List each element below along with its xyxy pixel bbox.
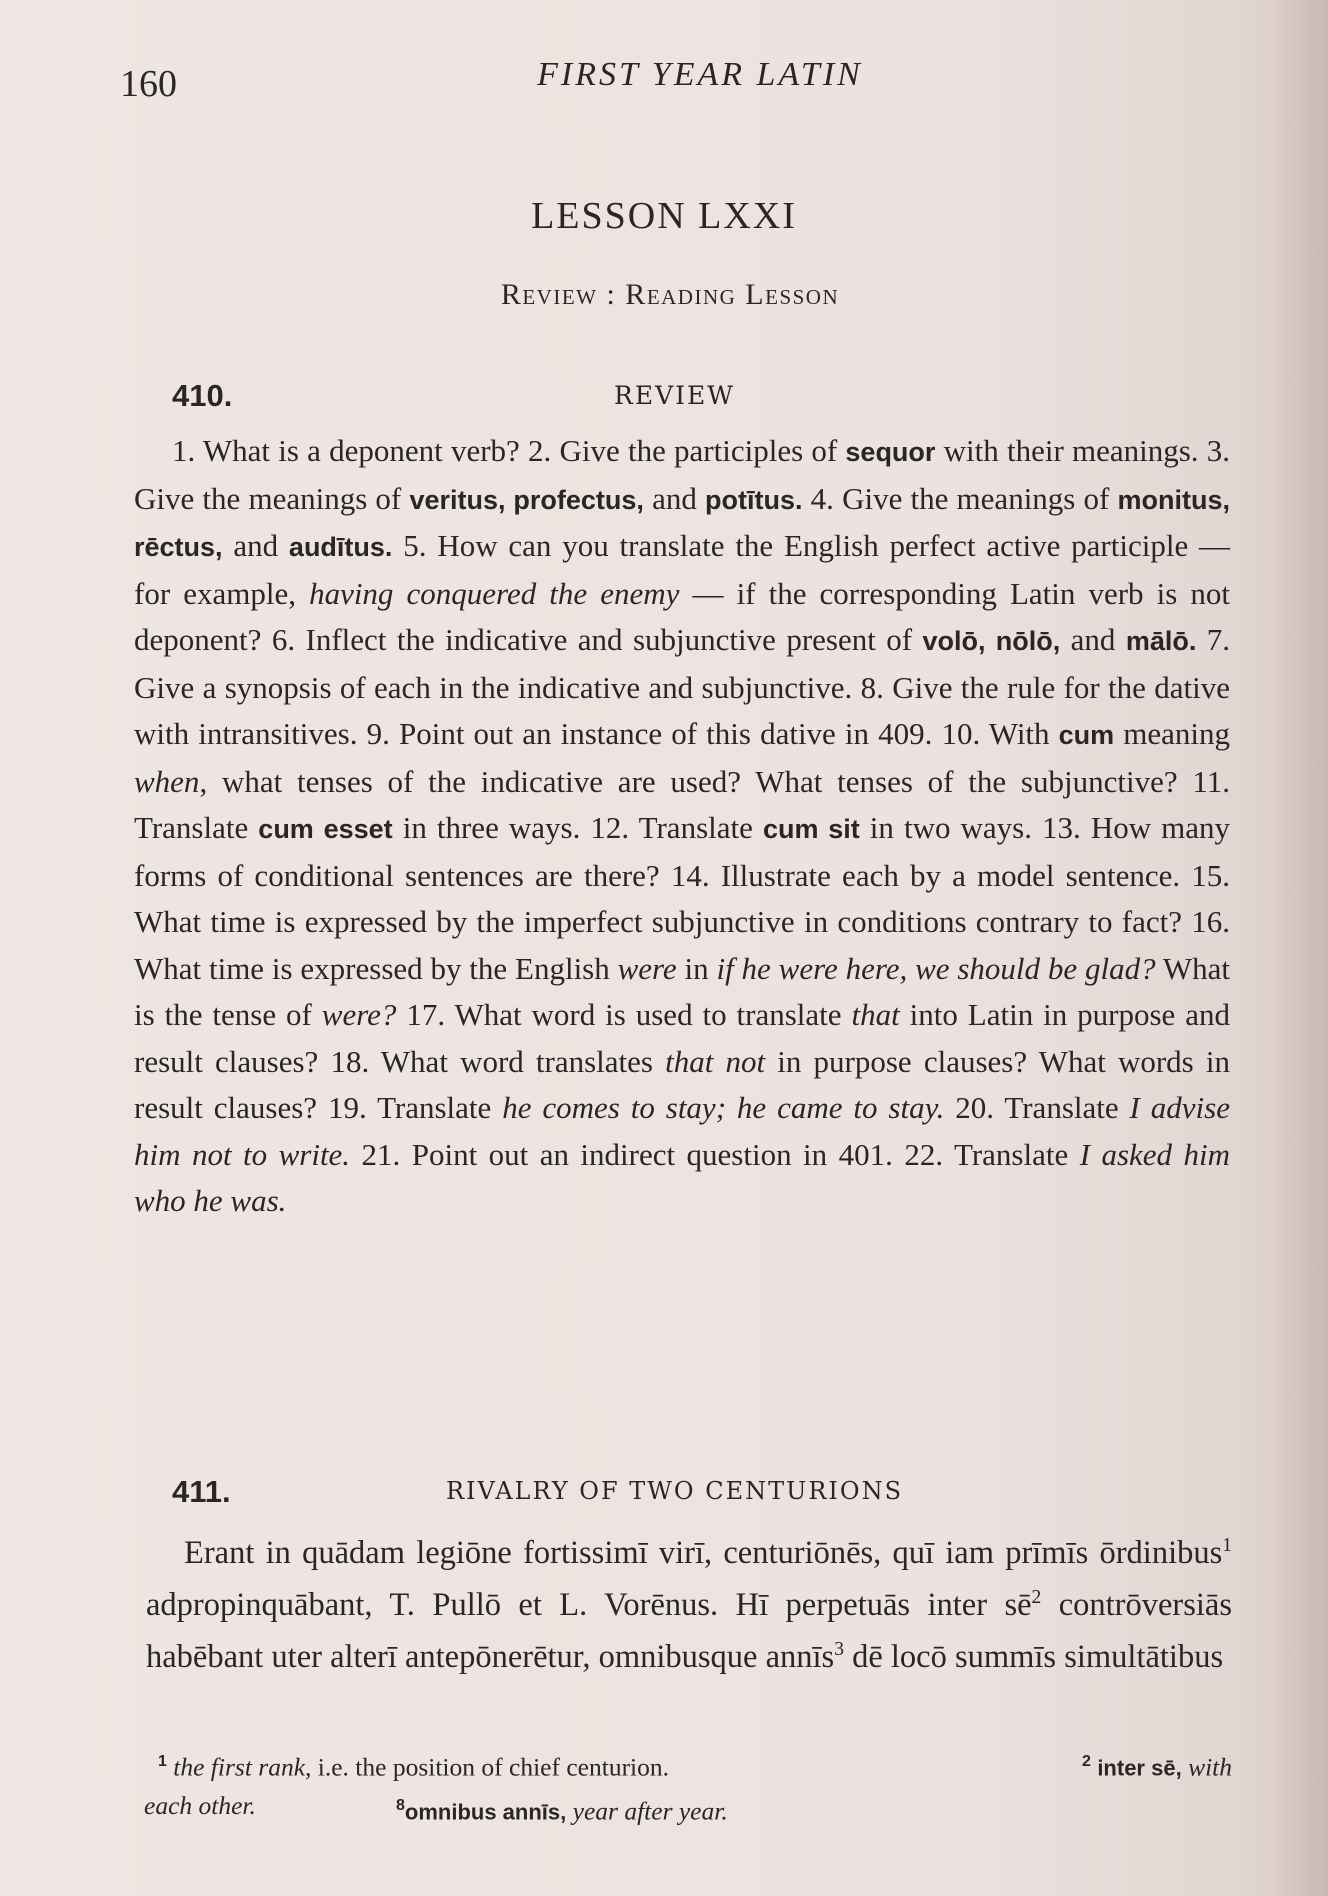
footnote-2-start bbox=[1082, 1740, 1232, 1791]
question-number: 2. bbox=[528, 433, 560, 468]
question-number: 5. bbox=[403, 528, 438, 563]
question-text: Translate bbox=[953, 1136, 1080, 1172]
question-text: Illustrate each by a model sentence. bbox=[720, 857, 1181, 893]
lesson-subtitle: Review : Reading Lesson bbox=[500, 278, 840, 311]
question-text: What time is expressed by the English bbox=[134, 950, 618, 986]
question-number: 10. bbox=[941, 716, 989, 751]
question-21 bbox=[362, 1137, 893, 1172]
english-example: I asked him who he was. bbox=[134, 1136, 1230, 1218]
footnote-line bbox=[144, 1740, 1232, 1784]
latin-text: Erant in quādam legiōne fortissimī virī, centuriōnēs, quī iam prīmīs ōrdinibus bbox=[184, 1535, 1223, 1571]
question-text: in purpose clauses? What words in result clauses? bbox=[134, 1043, 1230, 1125]
question-number: 13. bbox=[1042, 810, 1091, 845]
question-number: 9. bbox=[366, 716, 399, 751]
question-number: 16. bbox=[1191, 904, 1231, 939]
footnote-2-text: with bbox=[1188, 1752, 1232, 1782]
latin-term: audītus. bbox=[288, 532, 393, 562]
footnote-ref: 1 bbox=[1222, 1535, 1232, 1557]
latin-text: dē locō summīs simultātibus bbox=[843, 1639, 1224, 1675]
question-6 bbox=[272, 622, 1197, 657]
footnote-1 bbox=[158, 1740, 669, 1790]
footnote-mark: 2 bbox=[1082, 1753, 1091, 1770]
question-number: 11. bbox=[1192, 763, 1230, 799]
question-number: 4. bbox=[810, 480, 843, 516]
question-text: in bbox=[676, 950, 717, 986]
footnote-2-term: inter sē, bbox=[1097, 1755, 1182, 1781]
question-text: Give the meanings of bbox=[842, 480, 1118, 516]
english-example: when bbox=[134, 763, 200, 799]
latin-term: mālō. bbox=[1125, 626, 1197, 656]
question-text: into Latin in purpose and result clauses? bbox=[134, 997, 1230, 1079]
english-example: that not bbox=[665, 1043, 766, 1079]
question-number: 7. bbox=[1206, 622, 1231, 657]
question-text: What word is used to translate bbox=[454, 997, 852, 1032]
question-number: 15. bbox=[1191, 857, 1231, 893]
question-text: Give the meanings of bbox=[134, 480, 410, 516]
question-1 bbox=[172, 433, 520, 468]
question-number: 14. bbox=[670, 857, 721, 893]
question-text: and bbox=[222, 528, 289, 563]
question-number: 21. bbox=[361, 1136, 412, 1172]
latin-term: cum bbox=[1058, 720, 1115, 750]
footnote-mark: 1 bbox=[158, 1753, 167, 1770]
question-text: What is the tense of bbox=[134, 950, 1230, 1032]
running-title: FIRST YEAR LATIN bbox=[537, 56, 863, 93]
question-text: Give the participles of bbox=[559, 433, 846, 468]
question-text: — if the corresponding Latin verb is not deponent? bbox=[134, 575, 1230, 657]
question-text: What word translates bbox=[380, 1043, 666, 1079]
section-title: RIVALRY OF TWO CENTURIONS bbox=[445, 1477, 904, 1505]
question-2 bbox=[528, 433, 1199, 468]
question-text: Translate bbox=[134, 810, 259, 845]
question-number: 8. bbox=[860, 669, 893, 705]
page-number: 160 bbox=[120, 63, 177, 105]
section-number: 411. bbox=[172, 1474, 231, 1509]
latin-text: adpropinquābant, T. Pullō et L. Vorēnus. Hī perpetuās inter sē bbox=[146, 1587, 1032, 1623]
question-text: Point out an instance of this dative in 409. bbox=[398, 716, 933, 751]
english-example: having conquered the enemy bbox=[309, 575, 680, 611]
english-example: were? bbox=[321, 997, 397, 1032]
question-number: 1. bbox=[172, 433, 203, 468]
footnote-line bbox=[144, 1784, 1232, 1828]
reading-passage bbox=[146, 1527, 1232, 1683]
question-text: Point out an indirect question in 401. bbox=[411, 1136, 893, 1172]
latin-term: monitus, rēctus, bbox=[134, 484, 1231, 562]
question-text: How can you translate the English perfect active participle — for example, bbox=[134, 528, 1231, 611]
question-text: with their meanings. bbox=[935, 433, 1199, 468]
question-text: How many forms of conditional sentences are there? bbox=[134, 810, 1231, 893]
question-text: With bbox=[988, 716, 1059, 751]
footnote-ref: 2 bbox=[1031, 1587, 1042, 1609]
question-text: Give the rule for the dative with intransitives. bbox=[134, 669, 1231, 751]
english-example: that bbox=[851, 997, 900, 1032]
section-411-heading bbox=[172, 1474, 1232, 1518]
footnote-1-term: the first rank, bbox=[173, 1752, 312, 1782]
question-number: 17. bbox=[406, 997, 455, 1032]
question-number: 6. bbox=[271, 622, 306, 657]
question-text: in two ways. bbox=[859, 810, 1032, 845]
latin-term: volō, nōlō, bbox=[922, 626, 1061, 656]
footnote-ref: 3 bbox=[834, 1639, 844, 1661]
section-410-heading bbox=[172, 378, 1232, 422]
footnote-2-continuation: each other. bbox=[144, 1791, 256, 1820]
english-example: were bbox=[617, 950, 677, 986]
footnote-1-text: i.e. the position of chief centurion. bbox=[311, 1752, 670, 1782]
question-text: Translate bbox=[638, 810, 763, 845]
question-text: What is a deponent verb? bbox=[202, 433, 520, 468]
latin-term: potītus. bbox=[705, 484, 803, 515]
question-12 bbox=[590, 810, 1032, 845]
question-9 bbox=[367, 716, 933, 751]
question-text: What time is expressed by the imperfect subjunctive in conditions contrary to fact? bbox=[134, 904, 1182, 939]
question-number: 22. bbox=[904, 1136, 954, 1172]
question-number: 3. bbox=[1206, 433, 1231, 468]
question-text: Translate bbox=[1004, 1090, 1130, 1125]
latin-term: veritus, profectus, bbox=[409, 484, 644, 515]
running-header bbox=[120, 52, 1230, 112]
latin-term: sequor bbox=[845, 437, 936, 467]
question-number: 18. bbox=[330, 1043, 381, 1079]
latin-term: cum esset bbox=[258, 814, 393, 844]
question-14 bbox=[671, 858, 1180, 893]
english-example: if he were here, we should be glad? bbox=[716, 950, 1156, 986]
section-title: REVIEW bbox=[614, 381, 735, 410]
footnote-mark: 8 bbox=[396, 1797, 405, 1814]
question-number: 20. bbox=[955, 1090, 1005, 1125]
english-example: he comes to stay; he came to stay. bbox=[502, 1090, 945, 1125]
review-questions bbox=[134, 428, 1230, 1225]
latin-term: cum sit bbox=[762, 814, 860, 844]
english-example: I advise him not to write. bbox=[134, 1090, 1230, 1172]
question-text: , what tenses of the indicative are used? What tenses of the subjunctive? bbox=[199, 763, 1178, 799]
footnote-3-term: omnibus annīs, bbox=[404, 1799, 567, 1825]
footnote-3-text: year after year. bbox=[572, 1796, 728, 1826]
question-text: and bbox=[643, 480, 706, 516]
latin-text: contrōversiās habēbant uter alterī antepōnerētur, omnibusque annīs bbox=[146, 1587, 1232, 1675]
question-text: Give a synopsis of each in the indicative and subjunctive. bbox=[134, 669, 853, 705]
question-number: 12. bbox=[590, 810, 639, 845]
question-text: Inflect the indicative and subjunctive present of bbox=[305, 622, 923, 657]
question-text: in three ways. bbox=[392, 810, 581, 845]
question-text: and bbox=[1060, 622, 1126, 657]
question-number: 19. bbox=[327, 1090, 378, 1125]
question-text: meaning bbox=[1114, 716, 1231, 751]
footnotes bbox=[144, 1740, 1232, 1828]
question-text: Translate bbox=[377, 1090, 503, 1125]
lesson-title: LESSON LXXI bbox=[531, 195, 797, 237]
section-number: 410. bbox=[172, 378, 233, 413]
question-19 bbox=[328, 1090, 944, 1125]
footnote-3 bbox=[396, 1784, 728, 1835]
